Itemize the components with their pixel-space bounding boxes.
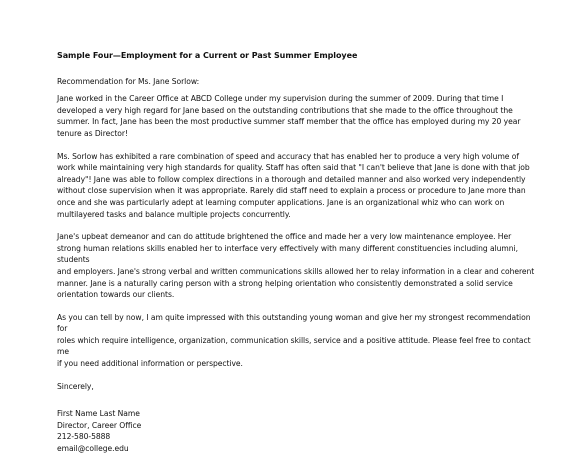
paragraph-3: Jane's upbeat demeanor and can do attitude brightened the office and made her a very low maintenance employee. Her strong human relations skills enabled her to interface very effectively with many different constituencies including alumni, students and employers. Jane's strong verbal and written communications skills allowed her to relay information in a clear and coherent manner. Jane is a naturally caring person with a strong helping orientation who consistently demonstrated a solid service orientation towards our clients. — [57, 232, 535, 300]
signature-block — [57, 408, 537, 454]
signature-email: email@college.edu — [57, 444, 129, 454]
letter-closing: Sincerely, — [57, 381, 94, 391]
paragraph-1: Jane worked in the Career Office at ABCD College under my supervision during the summer of 2009. During that time I developed a very high regard for Jane based on the outstanding contributions that she made to the office throughout the summer. In fact, Jane has been the most productive summer staff member that the office has employed during my 20 year tenure as Director! — [57, 94, 521, 138]
letter-greeting: Recommendation for Ms. Jane Sorlow: — [57, 76, 200, 86]
signature-phone: 212-580-5888 — [57, 432, 111, 442]
paragraph-2: Ms. Sorlow has exhibited a rare combination of speed and accuracy that has enabled her to produce a very high volume of work while maintaining very high standards for quality. Staff has often said that "I can't believe that Jane is done with that job already"! Jane was able to follow complex directions in a thorough and detailed manner and also worked very independently without close supervision when it was appropriate. Rarely did staff need to explain a process or procedure to Jane more than once and she was particularly adept at learning computer applications. Jane is an organizational whiz who can work on multilayered tasks and balance multiple projects concurrently. — [57, 151, 530, 219]
paragraph-4: As you can tell by now, I am quite impressed with this outstanding young woman and give her my strongest recommendation for roles which require intelligence, organization, communication skills, service and a positive attitude. Please feel free to contact me if you need additional information or perspective. — [57, 312, 531, 369]
document-heading: Sample Four—Employment for a Current or Past Summer Employee — [57, 51, 358, 60]
signature-name: First Name Last Name — [57, 409, 140, 419]
letter-body — [57, 50, 537, 455]
signature-title: Director, Career Office — [57, 420, 142, 430]
